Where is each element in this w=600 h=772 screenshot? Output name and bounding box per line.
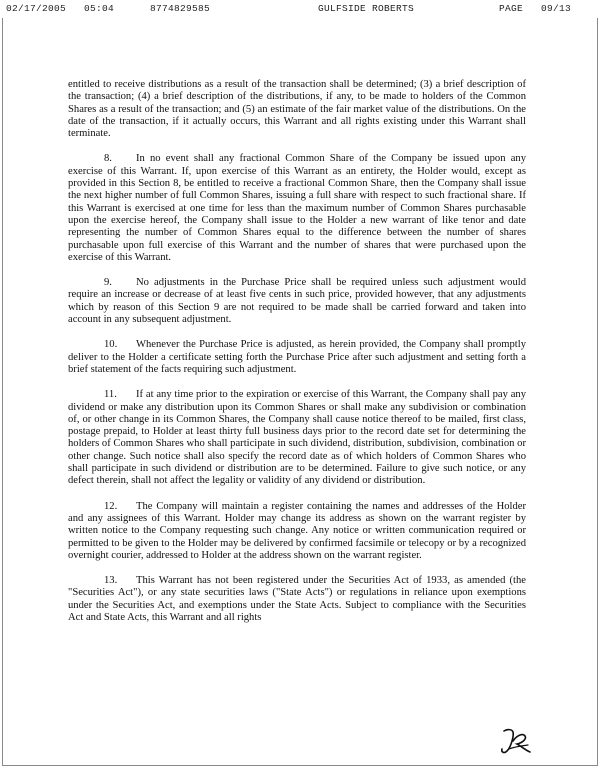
paragraph-text: entitled to receive distributions as a result of the transaction shall be determined; (3) a brief description of the transaction; (4) a brief description of the distributions, if any, to be made to holders of the Common Shares as a result of the transaction; and (5) an estimate of the fair market value of the distributions. On the date of the transaction, if it actually occurs, this Warrant and all rights existing under this Warrant shall terminate. (68, 79, 526, 140)
section-number: 8. (104, 153, 112, 165)
section-number: 10. (104, 339, 118, 351)
section-number: 12. (104, 500, 118, 512)
paragraph-section-8 (68, 153, 526, 264)
paragraph-text: The Company will maintain a register containing the names and addresses of the Holder and any assignees of this Warrant. Holder may change its address as shown on the warrant register by written notice to the Company requesting such change. Any notice or written communication required or permitted to be given to the Holder may be delivered by confirmed facsimile or telecopy or by a recognized overnight courier, addressed to Holder at the address shown on the warrant register. (68, 500, 526, 561)
paragraph-section-13 (68, 575, 526, 624)
page-border-bottom (2, 765, 598, 766)
fax-date: 02/17/2005 (6, 3, 67, 14)
handwritten-initials (498, 725, 534, 757)
section-number: 9. (104, 277, 112, 289)
fax-time: 05:04 (84, 3, 115, 14)
paragraph-text: If at any time prior to the expiration or exercise of this Warrant, the Company shall pay any dividend or make any distribution upon its Common Shares or shall make any subdivision or combination of, or other change in its Common Shares, the Company shall cause notice thereof to be mailed, first class, postage prepaid, to Holder at least thirty full business days prior to the record date set for determining the holders of Common Shares who shall participate in such dividend, distribution, subdivision, combination or other change. Such notice shall also specify the record date as of which holders of Common Shares who shall participate in such dividend or distribution are to be determined. Failure to give such notice, or any defect therein, shall not affect the legality or validity of any dividend or distribution. (68, 389, 526, 487)
document-body (68, 79, 526, 637)
paragraph-text: This Warrant has not been registered under the Securities Act of 1933, as amended (the "Securities Act"), or any state securities laws ("State Acts") or regulations in reliance upon exemptions under the Securities Act, and exemptions under the State Acts. Subject to compliance with the Securities Act and State Acts, this Warrant and all rights (68, 575, 526, 623)
fax-page-number: 09/13 (541, 3, 572, 14)
paragraph-section-11 (68, 389, 526, 487)
paragraph-continuation (68, 79, 526, 140)
paragraph-section-9 (68, 277, 526, 326)
paragraph-text: No adjustments in the Purchase Price shall be required unless such adjustment would require an increase or decrease of at least five cents in such price, provided however, that any adjustments which by reason of this Section 9 are not required to be made shall be carried forward and taken into account in any subsequent adjustment. (68, 277, 526, 326)
fax-header (0, 0, 600, 16)
paragraph-text: Whenever the Purchase Price is adjusted, as herein provided, the Company shall promptly deliver to the Holder a certificate setting forth the Purchase Price after such adjustment and setting forth a brief statement of the facts requiring such adjustment. (68, 339, 526, 375)
page-border-left (2, 18, 3, 766)
section-number: 11. (104, 389, 117, 401)
fax-phone-number: 8774829585 (150, 3, 211, 14)
page-border-right (597, 18, 598, 766)
fax-page-label: PAGE (499, 3, 524, 14)
section-number: 13. (104, 575, 118, 587)
paragraph-text: In no event shall any fractional Common Share of the Company be issued upon any exercise of this Warrant. If, upon exercise of this Warrant as an entirety, the Holder would, except as provided in this Section 8, be entitled to receive a fractional Common Share, then the Company shall issue the next higher number of full Common Shares, issuing a full share with respect to such fractional share. If this Warrant is exercised at one time for less than the maximum number of Common Shares purchasable upon the exercise hereof, the Company shall issue to the Holder a new warrant of like tenor and date representing the number of Common Shares equal to the difference between the number of shares purchasable upon full exercise of this Warrant and the number of shares that were purchased upon the exercise of this Warrant. (68, 153, 526, 263)
paragraph-section-10 (68, 339, 526, 376)
fax-sender: GULFSIDE ROBERTS (318, 3, 415, 14)
paragraph-section-12 (68, 501, 526, 562)
